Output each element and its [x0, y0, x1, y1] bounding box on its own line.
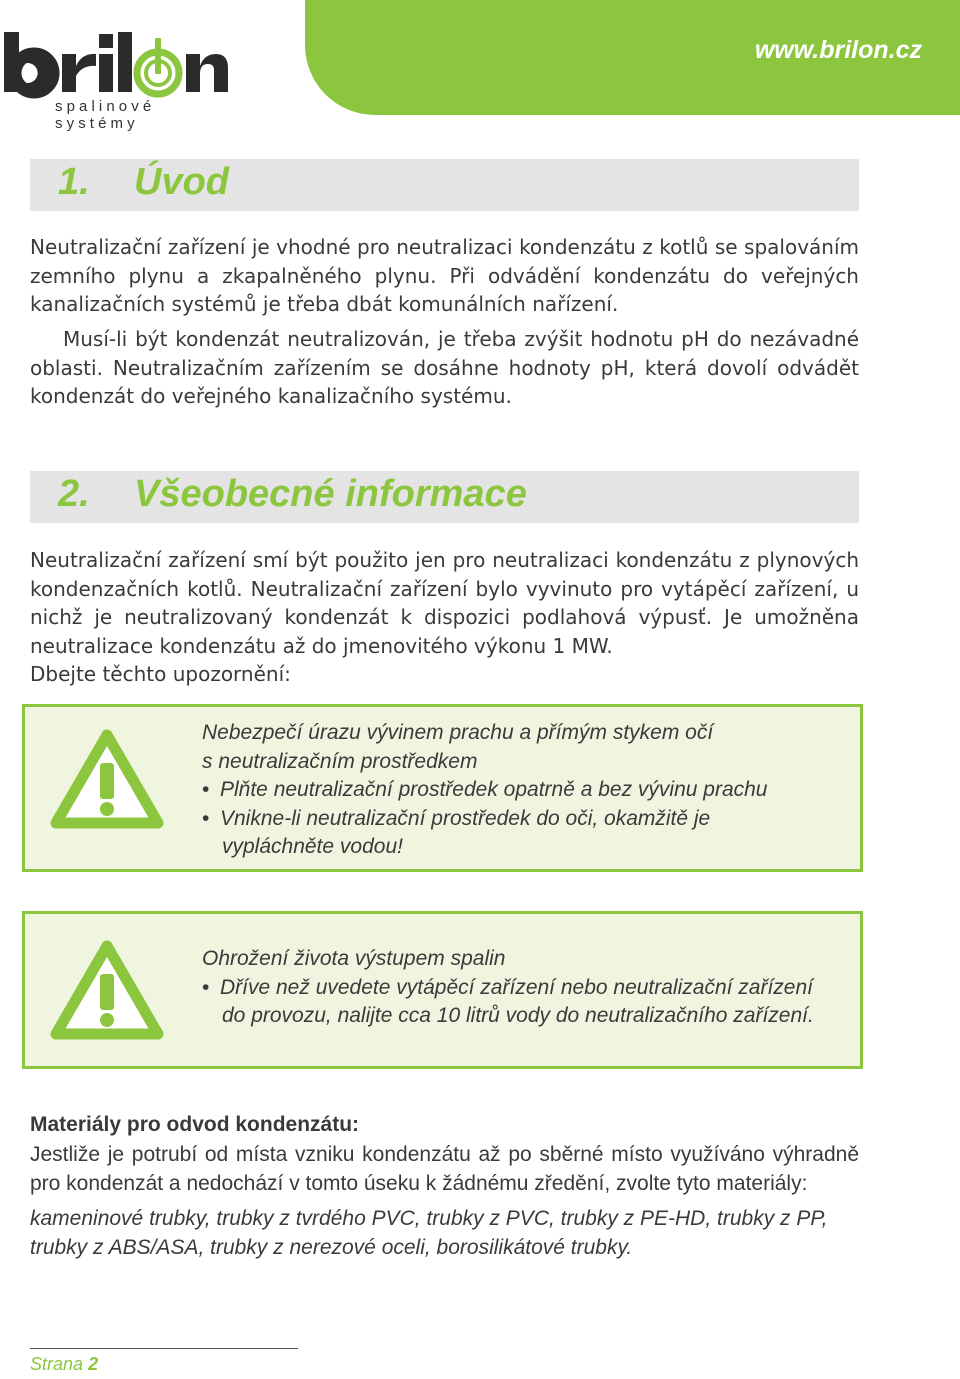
warning-1-item-2: • Vnikne-li neutralizační prostředek do oči, okamžitě je	[202, 805, 768, 834]
warning-triangle-icon	[50, 940, 164, 1040]
section-2-header	[30, 471, 859, 523]
warning-2-item-1-continued: do provozu, nalijte cca 10 litrů vody do neutralizačního zařízení.	[222, 1004, 814, 1027]
section-1-title: Úvod	[134, 161, 229, 203]
website-url[interactable]: www.brilon.cz	[754, 36, 922, 64]
materials-list: kameninové trubky, trubky z tvrdého PVC, trubky z PVC, trubky z PE-HD, trubky z PP, trubky z ABS/ASA, trubky z nerezové oceli, borosilikátové trubky.	[30, 1207, 828, 1259]
footer-divider	[30, 1348, 298, 1349]
section-2-title: Všeobecné informace	[134, 473, 527, 515]
section-1-number: 1.	[58, 161, 90, 203]
warning-1-title-line-2: s neutralizačním prostředkem	[202, 749, 478, 773]
logo-subtitle: spalinové systémy	[55, 98, 156, 132]
header-green-tab	[305, 0, 960, 115]
section-1-paragraph-2	[30, 325, 859, 411]
warning-box-dust	[22, 704, 863, 872]
warning-box-flue-gas	[22, 911, 863, 1069]
warning-2-title: Ohrožení života výstupem spalin	[202, 947, 506, 970]
warning-2-item-1: • Dříve než uvedete vytápěcí zařízení nebo neutralizační zařízení	[202, 974, 814, 1003]
section-1-header	[30, 159, 859, 211]
warning-1-text	[202, 719, 768, 862]
section-2-number: 2.	[58, 473, 90, 515]
warning-1-title-line-1: Nebezpečí úrazu vývinem prachu a přímým stykem očí	[202, 721, 714, 744]
section-2-note: Dbejte těchto upozornění:	[30, 662, 291, 686]
section-1-paragraph-1: Neutralizační zařízení je vhodné pro neutralizaci kondenzátu z kotlů se spalováním zemního plynu a zkapalněného plynu. Při odvádění kondenzátu do veřejných kanalizačních systémů je třeba dbát komunálních nařízení.	[30, 235, 859, 316]
warning-1-item-2-continued: vypláchněte vodou!	[222, 835, 403, 858]
warning-1-item-1: • Plňte neutralizační prostředek opatrně a bez vývinu prachu	[202, 776, 768, 805]
warning-triangle-icon	[50, 729, 164, 829]
brilon-logo	[0, 28, 240, 132]
footer-page-number: 2	[88, 1354, 99, 1374]
materials-paragraph: Jestliže je potrubí od místa vzniku kondenzátu až po sběrné místo využíváno výhradně pro kondenzát a nedochází v tomto úseku k žádnému zředění, zvolte tyto materiály:	[30, 1143, 859, 1195]
materials-heading: Materiály pro odvod kondenzátu:	[30, 1113, 360, 1136]
footer-page-label: Strana	[30, 1354, 84, 1374]
section-2-paragraph: Neutralizační zařízení smí být použito jen pro neutralizaci kondenzátu z plynových kondenzačních kotlů. Neutralizační zařízení bylo vyvinuto pro vytápěcí zařízení, u nichž je neutralizovaný kondenzát k dispozici podlahová výpusť. Je umožněna neutralizace kondenzátu až do jmenovitého výkonu 1 MW.	[30, 548, 859, 658]
warning-2-text	[202, 945, 814, 1031]
section-1-paragraph-2-text: Musí-li být kondenzát neutralizován, je třeba zvýšit hodnotu pH do nezávadné oblasti. Neutralizačním zařízením se dosáhne hodnoty pH, která dovolí odvádět kondenzát do veřejného kanalizačního systému.	[30, 327, 859, 408]
page-footer	[30, 1354, 98, 1375]
